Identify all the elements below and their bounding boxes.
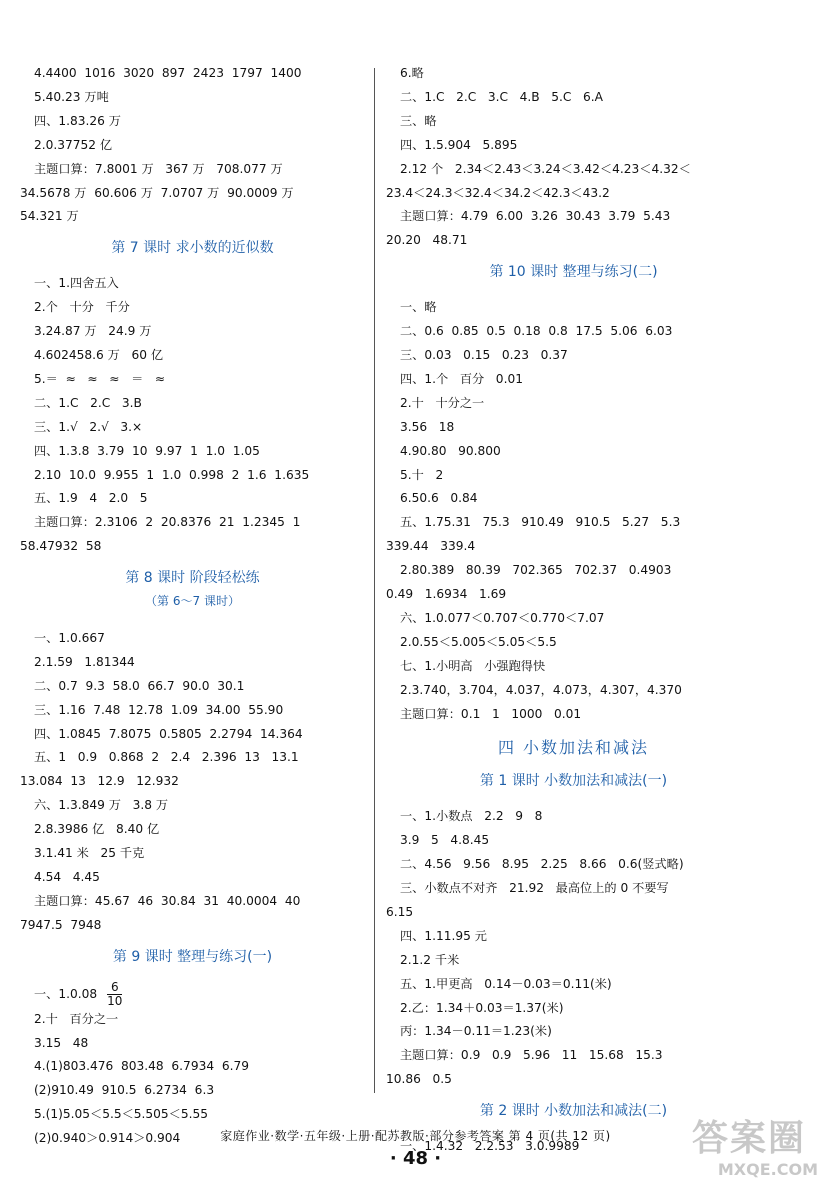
watermark-url: MXQE.COM (717, 1160, 818, 1179)
answer-line: 主题口算：0.1 1 1000 0.01 (400, 706, 582, 721)
lesson-heading: 第 1 课时 小数加法和减法(一) (479, 773, 668, 790)
fraction-numerator: 6 (107, 981, 122, 995)
answer-line: 2.个 十分 千分 (34, 300, 130, 315)
answer-text: 一、1.0.08 (34, 986, 98, 1001)
fraction-denominator: 10 (107, 993, 123, 1008)
answer-line: 23.4＜24.3＜32.4＜34.2＜42.3＜43.2 (386, 185, 610, 200)
answer-line: 一、1.四舍五入 (34, 276, 119, 291)
answer-line: 四、1.3.8 3.79 10 9.97 1 1.0 1.05 (34, 443, 260, 458)
answer-line: 2.1.59 1.81344 (34, 654, 135, 669)
answer-line: (2)910.49 910.5 6.2734 6.3 (34, 1083, 215, 1098)
answer-line: 六、1.0.077＜0.707＜0.770＜7.07 (400, 610, 605, 625)
answer-line: 主题口算：45.67 46 30.84 31 40.0004 40 (34, 893, 301, 908)
answer-line: 5.40.23 万吨 (34, 89, 109, 104)
lesson-heading: 第 2 课时 小数加法和减法(二) (479, 1103, 668, 1120)
answer-line: 5.十 2 (400, 467, 444, 482)
answer-line: 4.54 4.45 (34, 870, 100, 884)
answer-line: 34.5678 万 60.606 万 7.0707 万 90.0009 万 (20, 185, 294, 200)
answer-line: 2.3.740，3.704，4.037，4.073，4.307，4.370 (400, 682, 682, 697)
answer-line: 四、1.11.95 元 (400, 928, 487, 943)
answer-line: 3.24.87 万 24.9 万 (34, 324, 152, 339)
answer-line: 三、略 (400, 113, 437, 128)
page-number: · 48 · (389, 1148, 442, 1169)
answer-line: 58.47932 58 (20, 539, 102, 554)
watermark-text: 答案圈 (692, 1118, 807, 1159)
answer-line: 2.12 个 2.34＜2.43＜3.24＜3.42＜4.23＜4.32＜ (400, 161, 691, 176)
answer-line: 一、1.0.667 (34, 630, 105, 645)
answer-line: 4.90.80 90.800 (400, 443, 501, 458)
lesson-heading: 第 8 课时 阶段轻松练 (125, 570, 260, 587)
watermark-logo (692, 1118, 824, 1196)
answer-line: 主题口算：4.79 6.00 3.26 30.43 3.79 5.43 (400, 209, 671, 224)
answer-line: 三、小数点不对齐 21.92 最高位上的 0 不要写 (400, 881, 669, 895)
answer-line: 3.56 18 (400, 419, 455, 434)
answer-line: 54.321 万 (20, 209, 79, 224)
answer-line: 2.0.37752 亿 (34, 137, 113, 152)
answer-line: 五、1.75.31 75.3 910.49 910.5 5.27 5.3 (400, 515, 681, 530)
answer-line: 主题口算：0.9 0.9 5.96 11 15.68 15.3 (400, 1048, 663, 1063)
answer-line: 六、1.3.849 万 3.8 万 (34, 798, 169, 813)
answer-line: 五、1.9 4 2.0 5 (34, 491, 148, 506)
answer-line: 6.50.6 0.84 (400, 491, 478, 506)
answer-line: 七、1.小明高 小强跑得快 (400, 658, 546, 673)
unit-heading: 四 小数加法和减法 (497, 738, 650, 758)
answer-line: 一、略 (400, 300, 437, 315)
answer-line: 4.4400 1016 3020 897 2423 1797 1400 (34, 66, 302, 80)
answer-line: 2.80.389 80.39 702.365 702.37 0.4903 (400, 563, 672, 578)
answer-line: 5.(1)5.05＜5.5＜5.505＜5.55 (34, 1107, 208, 1122)
answer-line: 五、1 0.9 0.868 2 2.4 2.396 13 13.1 (34, 750, 299, 765)
lesson-subheading: （第 6～7 课时） (145, 594, 240, 609)
answer-line: 2.0.55＜5.005＜5.05＜5.5 (400, 634, 557, 649)
answer-line: 2.乙：1.34＋0.03＝1.37(米) (400, 1000, 564, 1015)
answer-line: 三、0.03 0.15 0.23 0.37 (400, 347, 568, 362)
answer-line: 7947.5 7948 (20, 917, 102, 932)
lesson-heading: 第 10 课时 整理与练习(二) (489, 264, 658, 281)
answer-line: 6.15 (386, 904, 414, 919)
answer-line: 4.(1)803.476 803.48 6.7934 6.79 (34, 1059, 249, 1074)
answer-line: 三、1.16 7.48 12.78 1.09 34.00 55.90 (34, 702, 284, 717)
answer-line: 3.1.41 米 25 千克 (34, 846, 145, 861)
fraction (107, 981, 122, 1008)
answer-line: 3.9 5 4.8.45 (400, 833, 490, 848)
lesson-heading: 第 7 课时 求小数的近似数 (111, 240, 274, 257)
answer-line: 2.十 十分之一 (400, 395, 485, 410)
answer-line: 主题口算：7.8001 万 367 万 708.077 万 (34, 161, 283, 176)
answer-line: 二、4.56 9.56 8.95 2.25 8.66 0.6(竖式略) (400, 857, 684, 872)
answer-line: 2.十 百分之一 (34, 1011, 119, 1026)
answer-line: 四、1.个 百分 0.01 (400, 371, 523, 386)
answer-line: 丙：1.34－0.11＝1.23(米) (400, 1024, 552, 1039)
answer-line: 主题口算：2.3106 2 20.8376 21 1.2345 1 (34, 515, 301, 530)
answer-line: 5.＝ ≈ ≈ ≈ ＝ ≈ (34, 371, 166, 386)
answer-line: 一、1.小数点 2.2 9 8 (400, 809, 543, 824)
answer-line: 20.20 48.71 (386, 233, 468, 248)
answer-line: 二、1.C 2.C 3.B (34, 395, 142, 410)
answer-line: 3.15 48 (34, 1035, 89, 1050)
column-divider (374, 68, 375, 1093)
answer-line: 四、1.83.26 万 (34, 113, 121, 128)
answer-line: 10.86 0.5 (386, 1072, 452, 1087)
lesson-heading: 第 9 课时 整理与练习(一) (112, 948, 273, 965)
answer-line: 2.10 10.0 9.955 1 1.0 0.998 2 1.6 1.635 (34, 467, 310, 482)
answer-line: 四、1.0845 7.8075 0.5805 2.2794 14.364 (34, 726, 303, 741)
answer-line: 二、1.C 2.C 3.C 4.B 5.C 6.A (400, 89, 603, 104)
page-footer: 家庭作业·数学·五年级·上册·配苏教版·部分参考答案 第 4 页(共 12 页) (220, 1129, 611, 1143)
answer-line: 四、1.5.904 5.895 (400, 137, 518, 152)
answer-line (20, 981, 365, 1008)
answer-line: 二、0.7 9.3 58.0 66.7 90.0 30.1 (34, 678, 245, 693)
answer-line: 2.1.2 千米 (400, 952, 460, 967)
left-column (20, 62, 365, 1151)
answer-line: 13.084 13 12.9 12.932 (20, 774, 179, 789)
answer-line: 五、1.甲更高 0.14－0.03＝0.11(米) (400, 976, 612, 991)
answer-line: (2)0.940＞0.914＞0.904 (34, 1131, 181, 1146)
answer-line: 一、1.4.32 2.2.53 3.0.9989 (400, 1139, 580, 1154)
right-column (386, 62, 761, 1159)
answer-line: 2.8.3986 亿 8.40 亿 (34, 822, 160, 837)
answer-line: 0.49 1.6934 1.69 (386, 587, 507, 602)
answer-line: 6.略 (400, 66, 424, 80)
answer-line: 339.44 339.4 (386, 539, 476, 554)
answer-line: 三、1.√ 2.√ 3.× (34, 419, 143, 434)
answer-line: 二、0.6 0.85 0.5 0.18 0.8 17.5 5.06 6.03 (400, 324, 673, 339)
answer-line: 4.602458.6 万 60 亿 (34, 347, 164, 362)
